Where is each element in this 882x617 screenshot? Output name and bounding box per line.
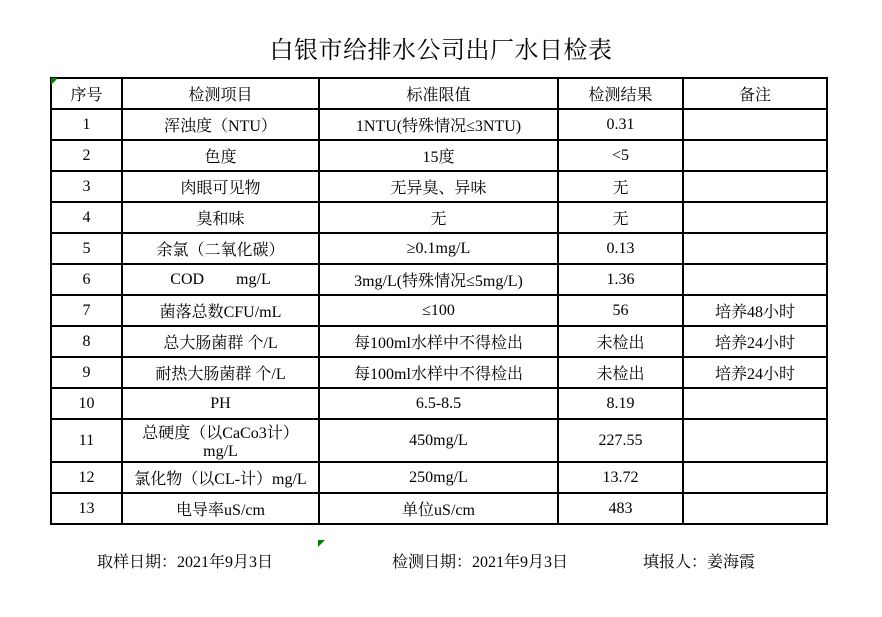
cell-remark-row12: [683, 462, 827, 493]
cell-item-row10: PH: [122, 388, 319, 419]
table-row: [51, 140, 827, 171]
cell-limit-row4: 无: [319, 202, 558, 233]
cell-result-row10: 8.19: [558, 388, 683, 419]
cell-index-row8: 8: [51, 326, 122, 357]
cell-remark-row1: [683, 109, 827, 140]
cell-index-row12: 12: [51, 462, 122, 493]
column-header-limit: 标准限值: [319, 78, 558, 109]
table-row: [51, 233, 827, 264]
table-row: [51, 388, 827, 419]
cell-limit-row8: 每100ml水样中不得检出: [319, 326, 558, 357]
table-row: [51, 109, 827, 140]
column-header-result: 检测结果: [558, 78, 683, 109]
table-row: [51, 493, 827, 524]
cell-remark-row6: [683, 264, 827, 295]
cell-item-row8: 总大肠菌群 个/L: [122, 326, 319, 357]
cell-index-row7: 7: [51, 295, 122, 326]
cell-result-row8: 未检出: [558, 326, 683, 357]
cell-limit-row12: 250mg/L: [319, 462, 558, 493]
cell-index-row4: 4: [51, 202, 122, 233]
cell-item-row13: 电导率uS/cm: [122, 493, 319, 524]
cell-index-row2: 2: [51, 140, 122, 171]
cell-result-row9: 未检出: [558, 357, 683, 388]
cell-result-row5: 0.13: [558, 233, 683, 264]
cell-remark-row4: [683, 202, 827, 233]
table-row: [51, 202, 827, 233]
table-row: [51, 264, 827, 295]
cell-result-row7: 56: [558, 295, 683, 326]
cell-limit-row2: 15度: [319, 140, 558, 171]
cell-remark-row10: [683, 388, 827, 419]
cell-result-row4: 无: [558, 202, 683, 233]
cell-item-row12: 氯化物（以CL-计）mg/L: [122, 462, 319, 493]
cell-result-row2: <5: [558, 140, 683, 171]
excel-flag-icon: [318, 540, 325, 547]
cell-result-row3: 无: [558, 171, 683, 202]
table-row: [51, 462, 827, 493]
cell-limit-row11: 450mg/L: [319, 419, 558, 462]
cell-result-row6: 1.36: [558, 264, 683, 295]
cell-index-row1: 1: [51, 109, 122, 140]
table-header: [51, 78, 827, 109]
cell-item-row6: COD mg/L: [122, 264, 319, 295]
cell-item-row7: 菌落总数CFU/mL: [122, 295, 319, 326]
column-header-remark: 备注: [683, 78, 827, 109]
cell-remark-row9: 培养24小时: [683, 357, 827, 388]
table-row: [51, 171, 827, 202]
cell-limit-row10: 6.5-8.5: [319, 388, 558, 419]
cell-index-row11: 11: [51, 419, 122, 462]
cell-limit-row5: ≥0.1mg/L: [319, 233, 558, 264]
cell-item-row4: 臭和味: [122, 202, 319, 233]
cell-result-row11: 227.55: [558, 419, 683, 462]
cell-item-row3: 肉眼可见物: [122, 171, 319, 202]
inspection-table: [50, 77, 828, 525]
page-title: 白银市给排水公司出厂水日检表: [269, 38, 613, 64]
test-date-label: 检测日期：2021年9月3日: [392, 554, 569, 571]
sampling-date-label: 取样日期：2021年9月3日: [97, 554, 274, 571]
column-header-item: 检测项目: [122, 78, 319, 109]
cell-remark-row13: [683, 493, 827, 524]
cell-remark-row8: 培养24小时: [683, 326, 827, 357]
cell-item-row11: 总硬度（以CaCo3计）mg/L: [122, 419, 319, 462]
cell-index-row10: 10: [51, 388, 122, 419]
cell-result-row13: 483: [558, 493, 683, 524]
cell-remark-row2: [683, 140, 827, 171]
cell-item-row1: 浑浊度（NTU）: [122, 109, 319, 140]
cell-index-row9: 9: [51, 357, 122, 388]
cell-limit-row3: 无异臭、异味: [319, 171, 558, 202]
table-row: [51, 419, 827, 462]
cell-index-row5: 5: [51, 233, 122, 264]
footer: [0, 549, 882, 571]
table-row: [51, 295, 827, 326]
header-row: [51, 78, 827, 109]
reporter-label: 填报人：姜海霞: [643, 554, 756, 571]
cell-result-row12: 13.72: [558, 462, 683, 493]
table-row: [51, 357, 827, 388]
column-header-index: 序号: [51, 78, 122, 109]
cell-remark-row3: [683, 171, 827, 202]
cell-limit-row9: 每100ml水样中不得检出: [319, 357, 558, 388]
cell-limit-row13: 单位uS/cm: [319, 493, 558, 524]
cell-remark-row7: 培养48小时: [683, 295, 827, 326]
cell-limit-row6: 3mg/L(特殊情况≤5mg/L): [319, 264, 558, 295]
table-row: [51, 326, 827, 357]
cell-item-row5: 余氯（二氧化碳）: [122, 233, 319, 264]
cell-item-row2: 色度: [122, 140, 319, 171]
cell-item-row9: 耐热大肠菌群 个/L: [122, 357, 319, 388]
cell-result-row1: 0.31: [558, 109, 683, 140]
cell-remark-row5: [683, 233, 827, 264]
cell-index-row13: 13: [51, 493, 122, 524]
cell-limit-row1: 1NTU(特殊情况≤3NTU): [319, 109, 558, 140]
cell-index-row6: 6: [51, 264, 122, 295]
cell-limit-row7: ≤100: [319, 295, 558, 326]
cell-index-row3: 3: [51, 171, 122, 202]
cell-remark-row11: [683, 419, 827, 462]
